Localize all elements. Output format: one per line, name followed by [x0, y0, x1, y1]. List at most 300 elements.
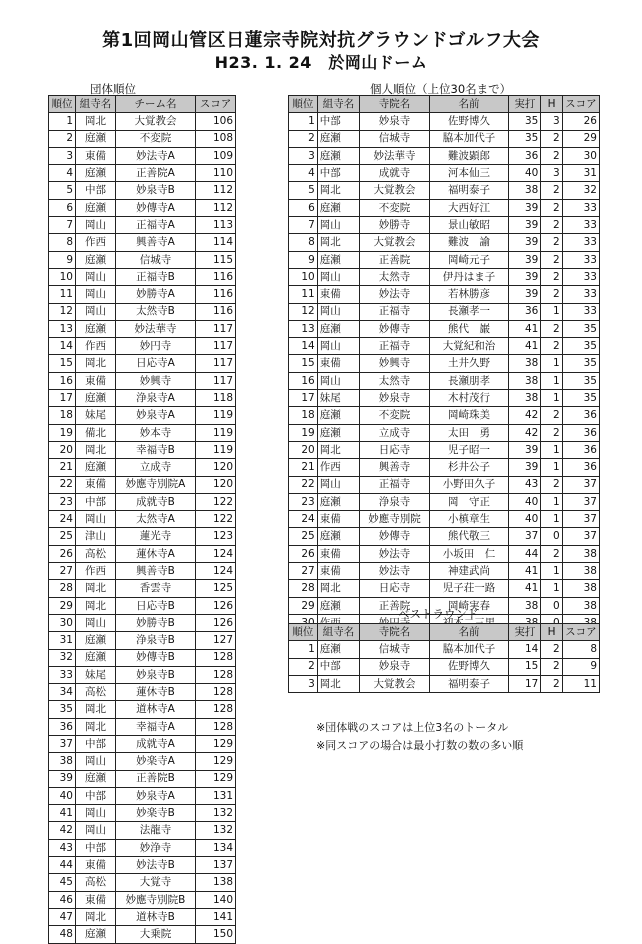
player-name-cell: 景山敏昭: [429, 217, 509, 234]
temple-cell: 不変院: [360, 407, 429, 424]
score-cell: 117: [196, 320, 236, 337]
score-cell: 37: [562, 476, 599, 493]
strokes-cell: 36: [509, 147, 541, 164]
group-cell: 岡山: [76, 614, 116, 631]
table-row: [49, 493, 236, 510]
score-cell: 128: [196, 684, 236, 701]
group-cell: 岡山: [317, 217, 360, 234]
strokes-cell: 40: [509, 165, 541, 182]
group-cell: 庭瀬: [317, 597, 360, 614]
rank-cell: 28: [289, 580, 318, 597]
group-cell: 岡山: [76, 268, 116, 285]
rank-cell: 26: [289, 545, 318, 562]
score-cell: 11: [562, 675, 599, 692]
score-cell: 35: [562, 390, 599, 407]
group-cell: 庭瀬: [76, 926, 116, 943]
player-name-cell: 小坂田 仁: [429, 545, 509, 562]
rank-cell: 16: [49, 372, 76, 389]
individual-ranking-table: [288, 95, 600, 632]
group-cell: 妹尾: [76, 407, 116, 424]
rank-cell: 47: [49, 908, 76, 925]
score-cell: 31: [562, 165, 599, 182]
team-name-cell: 妙應寺別院B: [116, 891, 196, 908]
score-cell: 116: [196, 303, 236, 320]
team-name-cell: 正福寺A: [116, 217, 196, 234]
team-ranking-title: 団体順位: [90, 82, 136, 96]
rank-cell: 29: [49, 597, 76, 614]
player-name-cell: 長瀬朋孝: [429, 372, 509, 389]
score-cell: 117: [196, 338, 236, 355]
score-cell: 126: [196, 597, 236, 614]
table-row: [289, 528, 600, 545]
group-cell: 庭瀬: [317, 528, 360, 545]
hole-in-one-cell: 0: [541, 528, 562, 545]
rank-cell: 16: [289, 372, 318, 389]
group-cell: 中部: [317, 165, 360, 182]
column-header-temple: 寺院名: [360, 96, 429, 113]
team-name-cell: 正福寺B: [116, 268, 196, 285]
score-cell: 114: [196, 234, 236, 251]
rank-cell: 48: [49, 926, 76, 943]
group-cell: 庭瀬: [76, 320, 116, 337]
table-row: [49, 805, 236, 822]
rank-cell: 44: [49, 857, 76, 874]
temple-cell: 大覚教会: [360, 182, 429, 199]
hole-in-one-cell: 2: [541, 658, 562, 675]
strokes-cell: 14: [509, 641, 541, 658]
table-row: [49, 303, 236, 320]
column-header-rank: 順位: [49, 96, 76, 113]
rank-cell: 1: [289, 113, 318, 130]
table-row: [289, 268, 600, 285]
hole-in-one-cell: 1: [541, 372, 562, 389]
rank-cell: 46: [49, 891, 76, 908]
score-cell: 35: [562, 355, 599, 372]
table-row: [49, 735, 236, 752]
table-row: [49, 753, 236, 770]
rank-cell: 12: [49, 303, 76, 320]
score-cell: 116: [196, 268, 236, 285]
temple-cell: 大覚教会: [360, 234, 429, 251]
team-name-cell: 妙傳寺A: [116, 199, 196, 216]
team-name-cell: 道林寺A: [116, 701, 196, 718]
table-row: [49, 787, 236, 804]
strokes-cell: 38: [509, 355, 541, 372]
group-cell: 東備: [76, 476, 116, 493]
table-row: [49, 338, 236, 355]
group-cell: 東備: [76, 372, 116, 389]
rank-cell: 21: [289, 459, 318, 476]
table-row: [49, 770, 236, 787]
strokes-cell: 39: [509, 459, 541, 476]
rank-cell: 24: [289, 511, 318, 528]
score-cell: 122: [196, 511, 236, 528]
player-name-cell: 大覚紀和治: [429, 338, 509, 355]
player-name-cell: 太田 勇: [429, 424, 509, 441]
team-name-cell: 浄泉寺A: [116, 390, 196, 407]
team-name-cell: 香雲寺: [116, 580, 196, 597]
rank-cell: 11: [49, 286, 76, 303]
player-name-cell: 小野田久子: [429, 476, 509, 493]
rank-cell: 26: [49, 545, 76, 562]
hole-in-one-cell: 2: [541, 641, 562, 658]
temple-cell: 信城寺: [360, 641, 429, 658]
player-name-cell: 河本仙三: [429, 165, 509, 182]
rank-cell: 14: [289, 338, 318, 355]
team-name-cell: 立成寺: [116, 459, 196, 476]
rank-cell: 2: [289, 658, 318, 675]
table-row: [289, 511, 600, 528]
table-row: [289, 459, 600, 476]
team-name-cell: 正善院A: [116, 165, 196, 182]
score-cell: 128: [196, 701, 236, 718]
strokes-cell: 43: [509, 476, 541, 493]
column-header-rank: 順位: [289, 624, 318, 641]
rank-cell: 7: [49, 217, 76, 234]
score-cell: 36: [562, 407, 599, 424]
table-row: [49, 666, 236, 683]
team-name-cell: 妙應寺別院A: [116, 476, 196, 493]
temple-cell: 妙法寺: [360, 286, 429, 303]
temple-cell: 不変院: [360, 199, 429, 216]
group-cell: 岡山: [76, 753, 116, 770]
group-cell: 岡北: [317, 580, 360, 597]
team-name-cell: 妙傳寺B: [116, 649, 196, 666]
rank-cell: 20: [49, 441, 76, 458]
rank-cell: 11: [289, 286, 318, 303]
hole-in-one-cell: 1: [541, 390, 562, 407]
rank-cell: 23: [49, 493, 76, 510]
group-cell: 作西: [76, 234, 116, 251]
group-cell: 備北: [76, 424, 116, 441]
table-row: [49, 199, 236, 216]
score-cell: 140: [196, 891, 236, 908]
team-name-cell: 妙興寺: [116, 372, 196, 389]
score-cell: 38: [562, 597, 599, 614]
team-name-cell: 太然寺B: [116, 303, 196, 320]
table-row: [49, 217, 236, 234]
score-cell: 120: [196, 459, 236, 476]
score-cell: 118: [196, 390, 236, 407]
table-row: [289, 286, 600, 303]
group-cell: 庭瀬: [76, 649, 116, 666]
team-name-cell: 幸福寺A: [116, 718, 196, 735]
group-cell: 中部: [76, 182, 116, 199]
rank-cell: 19: [49, 424, 76, 441]
team-name-cell: 浄泉寺B: [116, 632, 196, 649]
score-cell: 116: [196, 286, 236, 303]
rank-cell: 36: [49, 718, 76, 735]
rank-cell: 43: [49, 839, 76, 856]
score-cell: 33: [562, 234, 599, 251]
group-cell: 岡北: [76, 701, 116, 718]
team-name-cell: 妙泉寺B: [116, 182, 196, 199]
player-name-cell: 大西好江: [429, 199, 509, 216]
temple-cell: 妙泉寺: [360, 658, 429, 675]
team-name-cell: 興善寺A: [116, 234, 196, 251]
group-cell: 岡北: [76, 908, 116, 925]
notes: [316, 719, 523, 755]
team-name-cell: 妙本寺: [116, 424, 196, 441]
player-name-cell: 土井久野: [429, 355, 509, 372]
score-cell: 26: [562, 113, 599, 130]
table-row: [289, 182, 600, 199]
rank-cell: 19: [289, 424, 318, 441]
temple-cell: 妙傳寺: [360, 320, 429, 337]
rank-cell: 33: [49, 666, 76, 683]
player-name-cell: 岡 守正: [429, 493, 509, 510]
score-cell: 119: [196, 441, 236, 458]
strokes-cell: 38: [509, 372, 541, 389]
score-cell: 38: [562, 563, 599, 580]
table-header-row: [289, 96, 600, 113]
group-cell: 岡北: [76, 597, 116, 614]
group-cell: 中部: [76, 735, 116, 752]
score-cell: 129: [196, 753, 236, 770]
score-cell: 132: [196, 805, 236, 822]
group-cell: 東備: [317, 355, 360, 372]
group-cell: 妹尾: [76, 666, 116, 683]
table-row: [289, 424, 600, 441]
score-cell: 119: [196, 424, 236, 441]
group-cell: 庭瀬: [76, 199, 116, 216]
group-cell: 岡山: [317, 372, 360, 389]
column-header-score: スコア: [196, 96, 236, 113]
hole-in-one-cell: 2: [541, 320, 562, 337]
score-cell: 35: [562, 372, 599, 389]
table-row: [289, 641, 600, 658]
group-cell: 岡山: [76, 805, 116, 822]
group-cell: 作西: [76, 563, 116, 580]
team-name-cell: 妙泉寺B: [116, 666, 196, 683]
column-header-strokes: 実打: [509, 624, 541, 641]
group-cell: 東備: [317, 286, 360, 303]
strokes-cell: 36: [509, 303, 541, 320]
column-header-hole-in-one: H: [541, 96, 562, 113]
player-name-cell: 杉井公子: [429, 459, 509, 476]
table-row: [289, 441, 600, 458]
rank-cell: 3: [289, 147, 318, 164]
group-cell: 庭瀬: [317, 147, 360, 164]
column-header-score: スコア: [562, 624, 599, 641]
group-cell: 中部: [76, 493, 116, 510]
hole-in-one-cell: 2: [541, 130, 562, 147]
team-name-cell: 蓮休寺B: [116, 684, 196, 701]
team-name-cell: 成就寺B: [116, 493, 196, 510]
player-name-cell: 木村茂行: [429, 390, 509, 407]
group-cell: 岡北: [317, 182, 360, 199]
table-row: [289, 476, 600, 493]
rank-cell: 17: [49, 390, 76, 407]
rank-cell: 9: [49, 251, 76, 268]
team-name-cell: 日応寺B: [116, 597, 196, 614]
temple-cell: 妙勝寺: [360, 217, 429, 234]
hole-in-one-cell: 1: [541, 493, 562, 510]
team-name-cell: 法龍寺: [116, 822, 196, 839]
table-row: [289, 130, 600, 147]
column-header-temple: 寺院名: [360, 624, 429, 641]
rank-cell: 32: [49, 649, 76, 666]
rank-cell: 14: [49, 338, 76, 355]
strokes-cell: 38: [509, 390, 541, 407]
team-name-cell: 妙法華寺: [116, 320, 196, 337]
team-name-cell: 正善院B: [116, 770, 196, 787]
hole-in-one-cell: 2: [541, 251, 562, 268]
group-cell: 庭瀬: [317, 407, 360, 424]
strokes-cell: 41: [509, 563, 541, 580]
hole-in-one-cell: 2: [541, 217, 562, 234]
table-row: [49, 614, 236, 631]
group-cell: 岡北: [76, 441, 116, 458]
rank-cell: 5: [289, 182, 318, 199]
score-cell: 122: [196, 493, 236, 510]
rank-cell: 23: [289, 493, 318, 510]
hole-in-one-cell: 1: [541, 303, 562, 320]
table-row: [49, 268, 236, 285]
table-row: [49, 459, 236, 476]
table-row: [49, 476, 236, 493]
score-cell: 141: [196, 908, 236, 925]
team-name-cell: 興善寺B: [116, 563, 196, 580]
best-round-table: [288, 623, 600, 693]
rank-cell: 6: [289, 199, 318, 216]
hole-in-one-cell: 2: [541, 286, 562, 303]
player-name-cell: 長瀬孝一: [429, 303, 509, 320]
player-name-cell: 児子荘一路: [429, 580, 509, 597]
hole-in-one-cell: 2: [541, 476, 562, 493]
strokes-cell: 39: [509, 268, 541, 285]
score-cell: 112: [196, 199, 236, 216]
hole-in-one-cell: 1: [541, 459, 562, 476]
rank-cell: 13: [289, 320, 318, 337]
score-cell: 36: [562, 441, 599, 458]
rank-cell: 10: [289, 268, 318, 285]
column-header-strokes: 実打: [509, 96, 541, 113]
table-row: [49, 545, 236, 562]
group-cell: 庭瀬: [76, 459, 116, 476]
rank-cell: 3: [289, 675, 318, 692]
table-header-row: [289, 624, 600, 641]
rank-cell: 1: [49, 113, 76, 130]
rank-cell: 6: [49, 199, 76, 216]
table-row: [289, 113, 600, 130]
table-row: [49, 822, 236, 839]
player-name-cell: 小槙章生: [429, 511, 509, 528]
group-cell: 中部: [317, 113, 360, 130]
group-cell: 岡山: [317, 476, 360, 493]
table-row: [49, 684, 236, 701]
table-row: [49, 701, 236, 718]
column-header-player-name: 名前: [429, 624, 509, 641]
team-name-cell: 蓮休寺A: [116, 545, 196, 562]
rank-cell: 15: [49, 355, 76, 372]
table-row: [289, 251, 600, 268]
score-cell: 129: [196, 770, 236, 787]
group-cell: 庭瀬: [317, 493, 360, 510]
group-cell: 岡山: [317, 303, 360, 320]
rank-cell: 1: [289, 641, 318, 658]
score-cell: 129: [196, 735, 236, 752]
score-cell: 37: [562, 493, 599, 510]
table-row: [49, 286, 236, 303]
table-row: [49, 147, 236, 164]
table-row: [289, 658, 600, 675]
hole-in-one-cell: 2: [541, 199, 562, 216]
score-cell: 128: [196, 718, 236, 735]
rank-cell: 8: [49, 234, 76, 251]
column-header-team-name: チーム名: [116, 96, 196, 113]
table-row: [289, 303, 600, 320]
score-cell: 38: [562, 580, 599, 597]
player-name-cell: 児子昭一: [429, 441, 509, 458]
score-cell: 137: [196, 857, 236, 874]
rank-cell: 45: [49, 874, 76, 891]
team-name-cell: 妙楽寺B: [116, 805, 196, 822]
score-cell: 35: [562, 320, 599, 337]
score-cell: 128: [196, 666, 236, 683]
score-cell: 106: [196, 113, 236, 130]
score-cell: 126: [196, 614, 236, 631]
team-name-cell: 蓮光寺: [116, 528, 196, 545]
table-row: [289, 199, 600, 216]
table-row: [49, 113, 236, 130]
group-cell: 庭瀬: [317, 424, 360, 441]
group-cell: 岡北: [76, 355, 116, 372]
temple-cell: 信城寺: [360, 130, 429, 147]
team-ranking-table: [48, 95, 236, 944]
note-team-score: ※団体戦のスコアは上位3名のトータル: [316, 721, 509, 734]
score-cell: 108: [196, 130, 236, 147]
group-cell: 庭瀬: [317, 130, 360, 147]
group-cell: 庭瀬: [76, 165, 116, 182]
rank-cell: 18: [49, 407, 76, 424]
group-cell: 岡北: [317, 234, 360, 251]
score-cell: 37: [562, 528, 599, 545]
group-cell: 庭瀬: [76, 390, 116, 407]
table-row: [49, 424, 236, 441]
team-name-cell: 不変院: [116, 130, 196, 147]
rank-cell: 5: [49, 182, 76, 199]
hole-in-one-cell: 0: [541, 597, 562, 614]
score-cell: 119: [196, 407, 236, 424]
hole-in-one-cell: 1: [541, 441, 562, 458]
player-name-cell: 岡崎実春: [429, 597, 509, 614]
player-name-cell: 熊代 巌: [429, 320, 509, 337]
table-row: [49, 511, 236, 528]
table-row: [49, 580, 236, 597]
team-name-cell: 日応寺A: [116, 355, 196, 372]
temple-cell: 妙法華寺: [360, 147, 429, 164]
score-cell: 123: [196, 528, 236, 545]
temple-cell: 太然寺: [360, 268, 429, 285]
rank-cell: 18: [289, 407, 318, 424]
table-row: [289, 165, 600, 182]
rank-cell: 28: [49, 580, 76, 597]
table-row: [49, 441, 236, 458]
rank-cell: 17: [289, 390, 318, 407]
table-row: [289, 338, 600, 355]
team-name-cell: 妙浄寺: [116, 839, 196, 856]
column-header-score: スコア: [562, 96, 599, 113]
rank-cell: 25: [289, 528, 318, 545]
table-row: [49, 355, 236, 372]
rank-cell: 15: [289, 355, 318, 372]
rank-cell: 7: [289, 217, 318, 234]
group-cell: 東備: [317, 563, 360, 580]
group-cell: 庭瀬: [76, 770, 116, 787]
temple-cell: 妙應寺別院: [360, 511, 429, 528]
temple-cell: 立成寺: [360, 424, 429, 441]
